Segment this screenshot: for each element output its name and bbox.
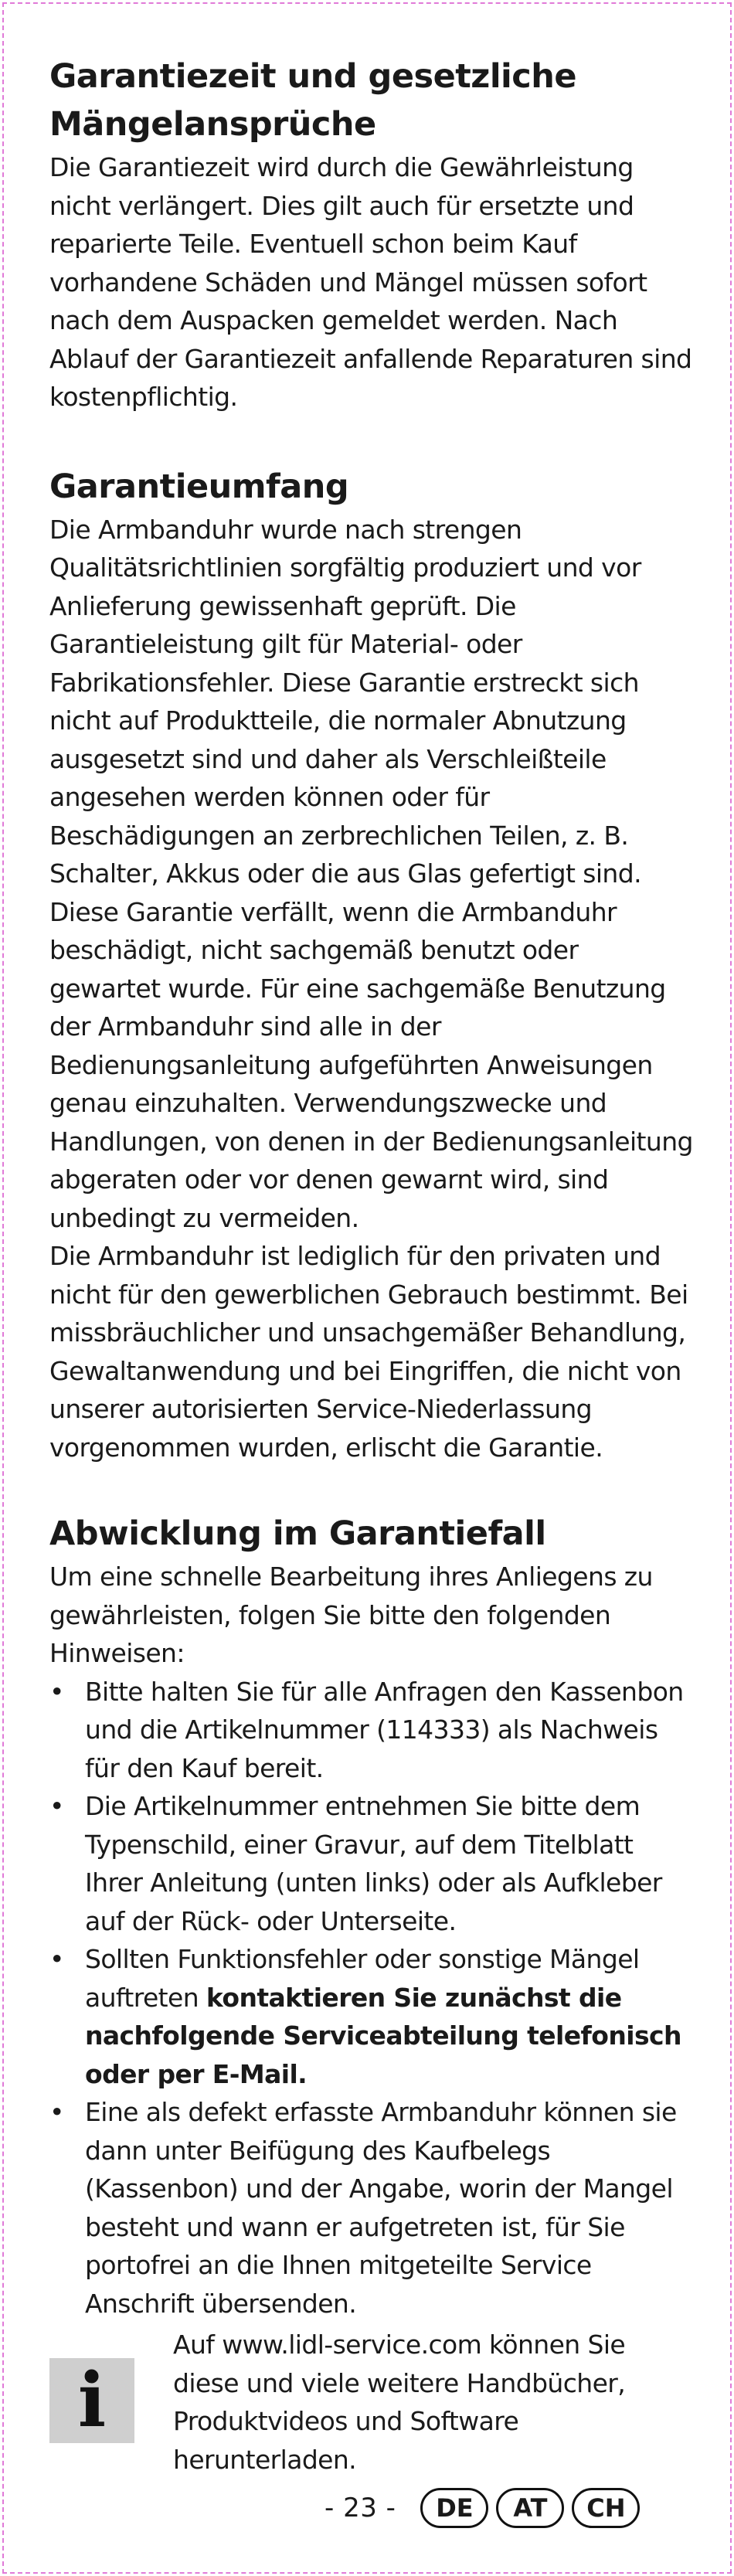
info-text: Auf www.lidl-service.com können Sie diese und viele weitere Handbücher, Produktvideos und Software herunterladen. — [173, 2330, 626, 2475]
list-item — [49, 1673, 695, 1788]
section-body: Die Garantiezeit wird durch die Gewährleistung nicht verlängert. Dies gilt auch für ersetzte und reparierte Teile. Eventuell schon beim Kauf vorhandene Schäden und Mängel müssen sofort nach dem Auspacken gemeldet werden. Nach Ablauf der Garantiezeit anfallende Reparaturen sind kostenpflichtig. — [49, 152, 692, 412]
info-note — [49, 2326, 706, 2480]
section-heading: Garantiezeit und gesetzliche Mängelansprüche — [49, 57, 577, 144]
bullet-icon: • — [49, 1676, 64, 1707]
list-item — [49, 1787, 695, 1940]
list-item-text: Eine als defekt erfasste Armbanduhr können sie dann unter Beifügung des Kaufbelegs (Kassenbon) und der Angabe, worin der Mangel besteht und wann er aufgetreten ist, für Sie portofrei an die Ihnen mitgeteilte Service Anschrift übersenden. — [85, 2097, 677, 2319]
list-item-text: Bitte halten Sie für alle Anfragen den Kassenbon und die Artikelnummer (114333) als Nachweis für den Kauf bereit. — [85, 1676, 684, 1783]
bullet-icon: • — [49, 1944, 64, 1974]
list-item — [49, 2093, 695, 2323]
page-footer — [325, 2485, 640, 2531]
country-badge-ch: CH — [572, 2488, 640, 2528]
section-warranty-scope — [49, 463, 695, 1467]
bullet-icon: • — [49, 1791, 64, 1821]
country-badge-at: AT — [496, 2488, 564, 2528]
info-icon — [49, 2358, 134, 2443]
section-heading: Abwicklung im Garantiefall — [49, 1514, 546, 1553]
list-item-emphasis: kontaktieren Sie zunächst die nachfolgende Serviceabteilung telefonisch oder per E-Mail. — [85, 1982, 681, 2089]
section-body: Die Armbanduhr ist lediglich für den privaten und nicht für den gewerblichen Gebrauch bestimmt. Bei missbräuchlicher und unsachgemäßer Behandlung, Gewaltanwendung und bei Eingriffen, die nicht von unserer autorisierten Service-Niederlassung vorgenommen wurden, erlischt die Garantie. — [49, 1241, 688, 1463]
list-item-text: Die Artikelnummer entnehmen Sie bitte dem Typenschild, einer Gravur, auf dem Titelblatt Ihrer Anleitung (unten links) oder als Aufkleber auf der Rück- oder Unterseite. — [85, 1791, 662, 1936]
bullet-icon: • — [49, 2097, 64, 2127]
manual-page-content — [49, 53, 695, 2369]
section-warranty-period — [49, 53, 695, 416]
page-number: - 23 - — [325, 2493, 396, 2523]
section-warranty-claim — [49, 1510, 695, 2323]
section-body: Die Armbanduhr wurde nach strengen Qualitätsrichtlinien sorgfältig produziert und vor Anlieferung gewissenhaft geprüft. Die Garantieleistung gilt für Material- oder Fabrikationsfehler. Diese Garantie erstreckt sich nicht auf Produktteile, die normaler Abnutzung ausgesetzt sind und daher als Verschleißteile angesehen werden können oder für Beschädigungen an zerbrechlichen Teilen, z. B. Schalter, Akkus oder die aus Glas gefertigt sind. Diese Garantie verfällt, wenn die Armbanduhr beschädigt, nicht sachgemäß benutzt oder gewartet wurde. Für eine sachgemäße Benutzung der Armbanduhr sind alle in der Bedienungsanleitung aufgeführten Anweisungen genau einzuhalten. Verwendungszwecke und Handlungen, von denen in der Bedienungsanleitung abgeraten oder vor denen gewarnt wird, sind unbedingt zu vermeiden. — [49, 514, 693, 1233]
list-item — [49, 1940, 695, 2093]
country-badge-de: DE — [420, 2488, 488, 2528]
section-heading: Garantieumfang — [49, 467, 349, 506]
list-item-text: Sollten Funktionsfehler oder sonstige Mängel auftreten — [85, 1944, 640, 2013]
section-body: Um eine schnelle Bearbeitung ihres Anliegens zu gewährleisten, folgen Sie bitte den folgenden Hinweisen: — [49, 1562, 653, 1668]
info-glyph: i — [77, 2357, 107, 2444]
instruction-list — [49, 1673, 695, 2323]
